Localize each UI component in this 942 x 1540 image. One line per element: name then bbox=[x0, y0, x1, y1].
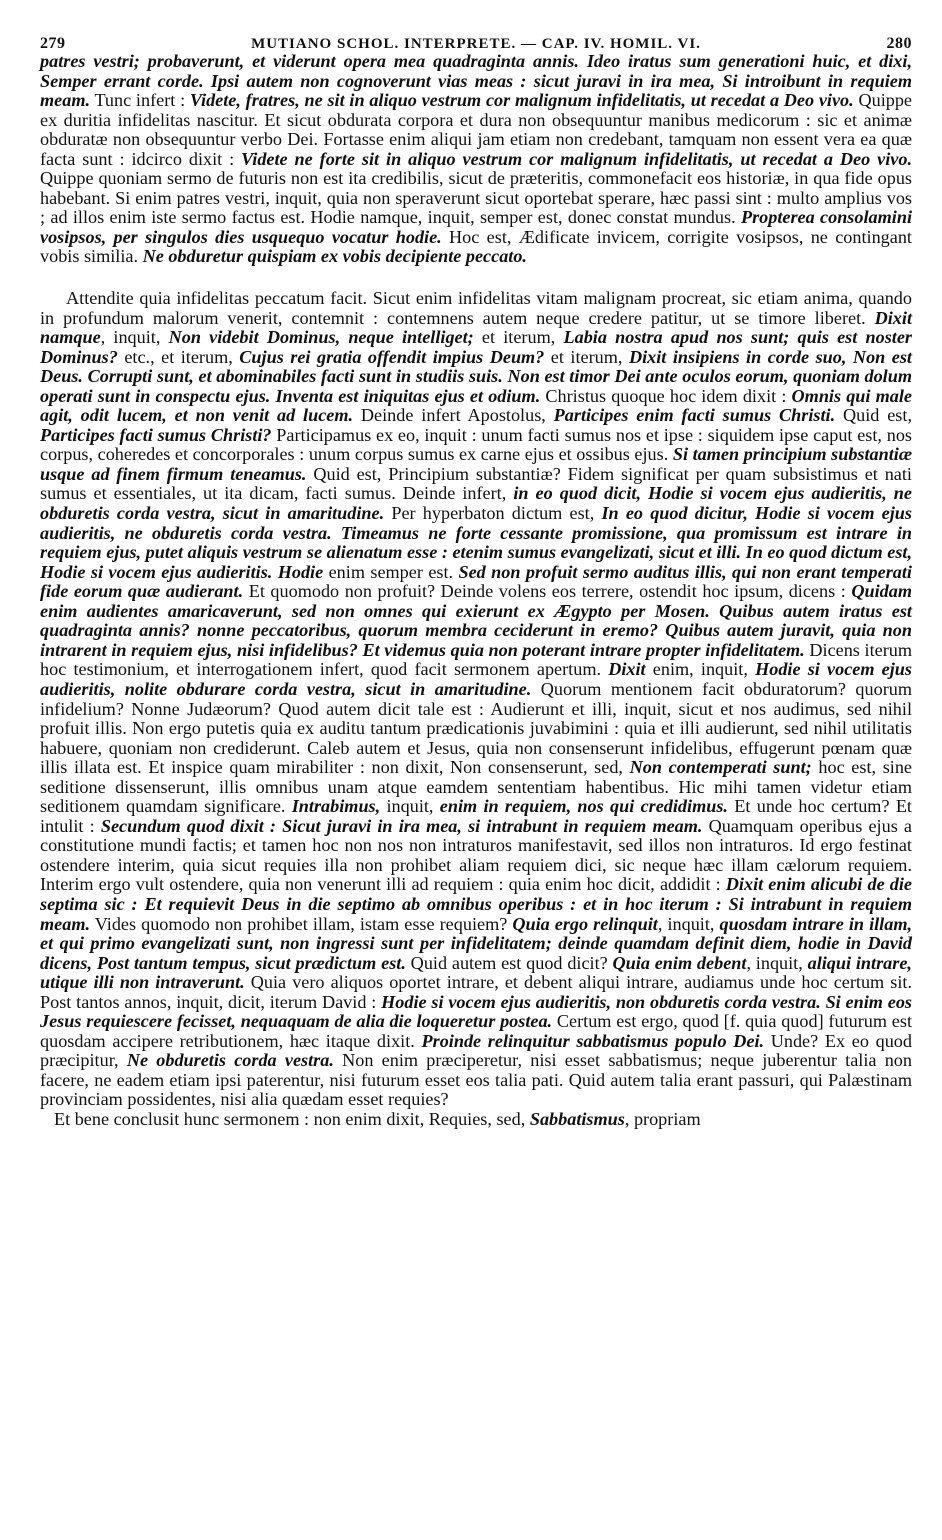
right-page-number: 280 bbox=[886, 35, 912, 52]
italic-quotation: Non contemperati sunt; bbox=[629, 757, 812, 778]
text-run: Quamquam operibus ejus a constitutione mundi factis; et tamen hoc non nos non intraturos manifestavit, sed illos non intraturos. Id ergo festinat ostendere interim, quia sicut requies illa non prohibet aliam requiem dici, sic neque hæc illam cælorum requiem. Interim ergo vult ostendere, quia non venerunt illi ad requiem : quia enim hoc dicit, addidit : bbox=[40, 815, 913, 895]
italic-quotation: patres vestri; probaverunt, et viderunt opera mea quadraginta annis. Ideo iratus sum generationi huic, et dixi, Semper errant corde. Ipsi autem non cognoverunt vias meas : sicut juravi in ira mea, Si introibunt in requiem meam. bbox=[40, 51, 912, 111]
paragraph-2 bbox=[40, 289, 912, 1110]
italic-quotation: Si tamen principium substantiæ usque ad finem firmum teneamus. bbox=[40, 444, 912, 484]
text-run: Non enim præciperetur, nisi esset sabbatismus; neque juberentur talia non facere, ne eadem etiam ipsi paterentur, nisi futurum esset eos talia pati. Quid autem talia erant passuri, qui Palæstinam provinciam possidentes, nisi alia quædam esset requies? bbox=[40, 1050, 912, 1110]
text-run: Dicens iterum hoc testimonium, et interrogationem infert, quod facit sermonem apertum. bbox=[40, 639, 912, 680]
text-run: Quorum mentionem facit obduratorum? quorum infidelium? Nonne Judæorum? Quod autem dicit tale est : Audierunt et illi, inquit, sicut et nos audimus, sed nihil profuit illis. Non ergo putetis quia ex auditu tantum prædicationis juvabimini : quia et illi audierunt, sed nihil utilitatis habuere, quoniam non crediderunt. Caleb autem et Jesus, quia non consenserunt infidelibus, effugerunt pœnam quæ illis illata est. Et inspice quam mirabiliter : non dixit, Non consenserunt, sed, bbox=[40, 678, 912, 778]
text-run: et iterum, bbox=[473, 327, 564, 348]
italic-quotation: in eo quod dicit, Hodie si vocem ejus audieritis, ne obduretis corda vestra, sicut in amaritudine. bbox=[40, 483, 912, 524]
text-run: Per hyperbaton dictum est, bbox=[384, 503, 602, 524]
text-run: Et quomodo non profuit? Deinde volens eos terrere, ostendit hoc ipsum, dicens : bbox=[243, 581, 852, 602]
text-run: Attendite quia infidelitas peccatum facit. Sicut enim infidelitas vitam malignam procreat, sic etiam anima, quando in profundum malorum venerit, contemnit : contemnens autem neque credere patitur, ut se timore liberet. bbox=[40, 288, 912, 328]
text-run: Quippe quoniam sermo de futuris non est ita credibilis, sicut de præteritis, commonefacit eos historiæ, in qua fide opus habebant. Si enim patres vestri, inquit, quia non speraverunt sicut oportebat sperare, hæc passi sint : multo amplius vos ; ad illos enim iste sermo factus est. Hodie namque, inquit, semper est, donec constat mundus. bbox=[40, 168, 912, 228]
italic-quotation: Proinde relinquitur sabbatismus populo Dei. bbox=[421, 1030, 765, 1051]
italic-quotation: Dixit bbox=[608, 659, 646, 680]
italic-quotation: In eo quod dicitur, Hodie si vocem ejus audieritis, ne obduretis corda vestra. Timeamus ne forte cessante promissione, qua promissum est intrare in requiem ejus, putet aliquis vestrum se alienatum esse : etenim sumus evangelizati, sicut et illi. In eo quod dictum est, Hodie si vocem ejus audieritis. Hodie bbox=[40, 503, 912, 582]
italic-quotation: Quidam enim audientes amaricaverunt, sed non omnes qui exierunt ex Ægypto per Mosen. Quibus autem iratus est quadraginta annis? nonne peccatoribus, quorum membra ceciderunt in eremo? Quibus autem juravit, quia non intrarent in requiem ejus, nisi infidelibus? Et videmus quia non poterant intrare propter infidelitatem. bbox=[40, 581, 912, 660]
italic-quotation: Non videbit Dominus, neque intelliget; bbox=[168, 327, 474, 348]
text-run: enim semper est. bbox=[323, 561, 459, 582]
text-run: Unde? Ex eo quod præcipitur, bbox=[40, 1030, 912, 1071]
italic-quotation: Participes facti sumus Christi? bbox=[40, 424, 272, 445]
text-run: , inquit, bbox=[657, 913, 720, 934]
italic-quotation: Propterea consolamini vosipsos, per singulos dies usquequo vocatur hodie. bbox=[40, 207, 912, 247]
text-run: enim, inquit, bbox=[645, 659, 756, 680]
italic-quotation: Ne obduretur quispiam ex vobis decipiente peccato. bbox=[142, 246, 527, 267]
text-run: Participamus ex eo, inquit : unum facti sumus nos et ipse : siquidem ipse caput est, nos corpus, coheredes et concorporales : unum corpus sumus ex carne ejus et ossibus ejus. bbox=[40, 424, 912, 465]
text-run: , inquit, bbox=[746, 952, 808, 973]
paragraph-1 bbox=[40, 52, 912, 267]
text-run: Deinde infert Apostolus, bbox=[353, 405, 554, 426]
italic-quotation: Cujus rei gratia offendit impius Deum? bbox=[239, 346, 545, 367]
running-title: MUTIANO SCHOL. INTERPRETE. — CAP. IV. HOMIL. VI. bbox=[251, 36, 701, 52]
text-run: etc., et iterum, bbox=[117, 346, 240, 367]
text-run: Certum est ergo, quod [f. quia quod] futurum est quosdam accipere retributionem, hæc itaque dixit. bbox=[40, 1011, 913, 1051]
italic-quotation: Dixit insipiens in corde suo, Non est Deus. Corrupti sunt, et abominabiles facti sunt in studiis suis. Non est timor Dei ante oculos eorum, quoniam dolum operati sunt in conspectu ejus. Inventa est iniquitas ejus et odium. bbox=[40, 346, 912, 406]
italic-quotation: aliqui intrare, utique illi non intraverunt. bbox=[40, 952, 912, 993]
text-run: Tunc infert : bbox=[90, 90, 190, 111]
text-run: Hoc est, Ædificate invicem, corrigite vosipsos, ne contingant vobis similia. bbox=[40, 226, 912, 267]
text-run: Quid est, bbox=[835, 405, 912, 426]
italic-quotation: Quia enim debent bbox=[612, 952, 747, 973]
italic-quotation: Hodie si vocem ejus audieritis, non obduretis corda vestra. Si enim eos Jesus requiescere fecisset, nequaquam de alia die loqueretur postea. bbox=[40, 991, 912, 1032]
text-run: Quia vero aliquos oportet intrare, et debent aliqui intrare, audiamus unde hoc certum sit. Post tantos annos, inquit, dicit, iterum David : bbox=[40, 972, 912, 1012]
italic-quotation: Quia ergo relinquit bbox=[512, 913, 658, 934]
left-page-number: 279 bbox=[40, 35, 66, 52]
italic-quotation: Dixit enim alicubi de die septima sic : Et requievit Deus in die septimo ab omnibus operibus : et in hoc iterum : Si intrabunt in requiem meam. bbox=[40, 874, 912, 934]
text-run: et iterum, bbox=[544, 346, 629, 367]
italic-quotation: Videte ne forte sit in aliquo vestrum cor malignum infidelitatis, ut recedat a Deo vivo. bbox=[241, 148, 912, 169]
text-run: inquit, bbox=[380, 796, 440, 817]
italic-quotation: Hodie si vocem ejus audieritis, nolite obdurare corda vestra, sicut in amaritudine. bbox=[40, 659, 913, 699]
italic-quotation: Secundum quod dixit : Sicut juravi in ira mea, si intrabunt in requiem meam. bbox=[100, 815, 703, 836]
italic-quotation: Videte, fratres, ne sit in aliquo vestrum cor malignum infidelitatis, ut recedat a Deo vivo. bbox=[189, 90, 854, 111]
text-run: Quippe ex duritia infidelitas nascitur. Et sicut obdurata corpora et dura non obsequuntur manibus medicorum : sic et animæ obduratæ non obsequuntur verbo Dei. Fortasse enim aliqui jam etiam non credebant, tamquam non essent vera ea quæ facta sunt : idcirco dixit : bbox=[40, 90, 913, 169]
italic-quotation: Ne obduretis corda vestra. bbox=[126, 1050, 334, 1071]
text-run: , propriam bbox=[624, 1109, 701, 1129]
text-run: Vides quomodo non prohibet illam, istam esse requiem? bbox=[90, 913, 513, 934]
text-run: Et bene conclusit hunc sermonem : non enim dixit, Requies, sed, bbox=[54, 1109, 530, 1129]
text-run: Quid est, Principium substantiæ? Fidem significat per quam subsistimus et nati sumus et essentiales, ut ita dicam, facti sumus. Deinde infert, bbox=[40, 463, 912, 504]
italic-quotation: quosdam intrare in illam, et qui primo evangelizati sunt, non ingressi sunt per infidelitatem; deinde quamdam definit diem, hodie in David dicens, Post tantum tempus, sicut prædictum est. bbox=[40, 913, 913, 973]
text-run: hoc est, sine seditione dissenserunt, illis omnibus unam atque eamdem sententiam habentibus. Hic mihi tamen videtur etiam seditionem quamdam significare. bbox=[40, 757, 912, 817]
text-run: Christus quoque hoc idem dixit : bbox=[540, 385, 792, 406]
running-header bbox=[40, 34, 912, 50]
italic-quotation: Sed non profuit sermo auditus illis, qui non erant temperati fide eorum quæ audierant. bbox=[40, 561, 912, 602]
italic-quotation: Participes enim facti sumus Christi. bbox=[553, 405, 836, 426]
italic-quotation: enim in requiem, nos qui credidimus. bbox=[439, 796, 728, 817]
italic-quotation: Labia nostra apud nos sunt; quis est noster Dominus? bbox=[40, 327, 912, 367]
italic-quotation: Omnis qui male agit, odit lucem, et non venit ad lucem. bbox=[40, 385, 912, 426]
paragraph-3-fragment bbox=[40, 1110, 912, 1130]
italic-quotation: Intrabimus, bbox=[291, 796, 381, 817]
text-run: Quid autem est quod dicit? bbox=[405, 952, 613, 973]
italic-quotation: Dixit namque bbox=[40, 307, 912, 348]
text-run: Et unde hoc certum? Et intulit : bbox=[40, 796, 912, 836]
text-run: , inquit, bbox=[100, 327, 169, 348]
italic-quotation: Sabbatismus bbox=[529, 1109, 625, 1129]
